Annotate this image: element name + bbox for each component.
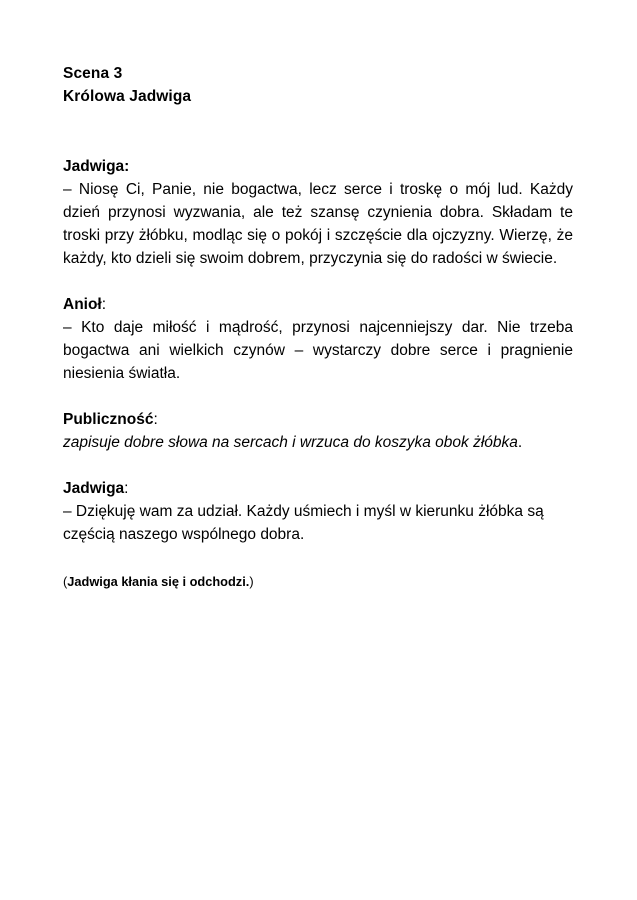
scene-heading [63, 62, 573, 108]
scene-label: Scena 3 [63, 65, 123, 82]
dialogue-body [63, 155, 573, 592]
speech-block-jadwiga-1 [63, 155, 573, 270]
speaker-colon: : [124, 158, 130, 175]
speech-block-publicznosc [63, 408, 573, 454]
speaker-colon: : [101, 296, 107, 313]
speech-block-jadwiga-2 [63, 477, 573, 546]
document-content [63, 62, 573, 592]
speech-text-jadwiga-1: – Niosę Ci, Panie, nie bogactwa, lecz serce i troskę o mój lud. Każdy dzień przynosi wyzwania, ale też szansę czynienia dobra. Składam te troski przy żłóbku, modląc się o pokój i szczęście dla ojczyzny. Wierzę, że każdy, kto dzieli się swoim dobrem, przyczynia się do radości w świecie. [63, 181, 573, 267]
stage-direction-period: . [517, 434, 523, 451]
speaker-colon: : [153, 411, 158, 428]
speaker-name: Jadwiga [63, 480, 125, 497]
speaker-name: Jadwiga [63, 158, 125, 175]
speaker-colon: : [124, 480, 129, 497]
scene-title: Królowa Jadwiga [63, 88, 192, 105]
speaker-label-jadwiga-1 [63, 155, 573, 178]
speaker-label-publicznosc [63, 408, 573, 431]
speaker-name: Publiczność [63, 411, 154, 428]
closing-close-paren: ) [249, 574, 254, 589]
stage-direction-publicznosc [63, 431, 573, 454]
speech-text-jadwiga-2: – Dziękuję wam za udział. Każdy uśmiech i myśl w kierunku żłóbka są częścią naszego wspólnego dobra. [63, 503, 544, 543]
closing-stage-direction [63, 572, 573, 592]
speaker-label-jadwiga-2 [63, 477, 573, 500]
stage-direction-text: zapisuje dobre słowa na sercach i wrzuca do koszyka obok żłóbka [63, 434, 518, 451]
speech-text-aniol: – Kto daje miłość i mądrość, przynosi najcenniejszy dar. Nie trzeba bogactwa ani wielkich czynów – wystarczy dobre serce i pragnienie niesienia światła. [63, 319, 573, 382]
speech-block-aniol [63, 293, 573, 385]
speaker-name: Anioł [63, 296, 102, 313]
closing-open-paren: ( [63, 574, 68, 589]
closing-direction-text: Jadwiga kłania się i odchodzi. [67, 574, 250, 589]
speaker-label-aniol [63, 293, 573, 316]
